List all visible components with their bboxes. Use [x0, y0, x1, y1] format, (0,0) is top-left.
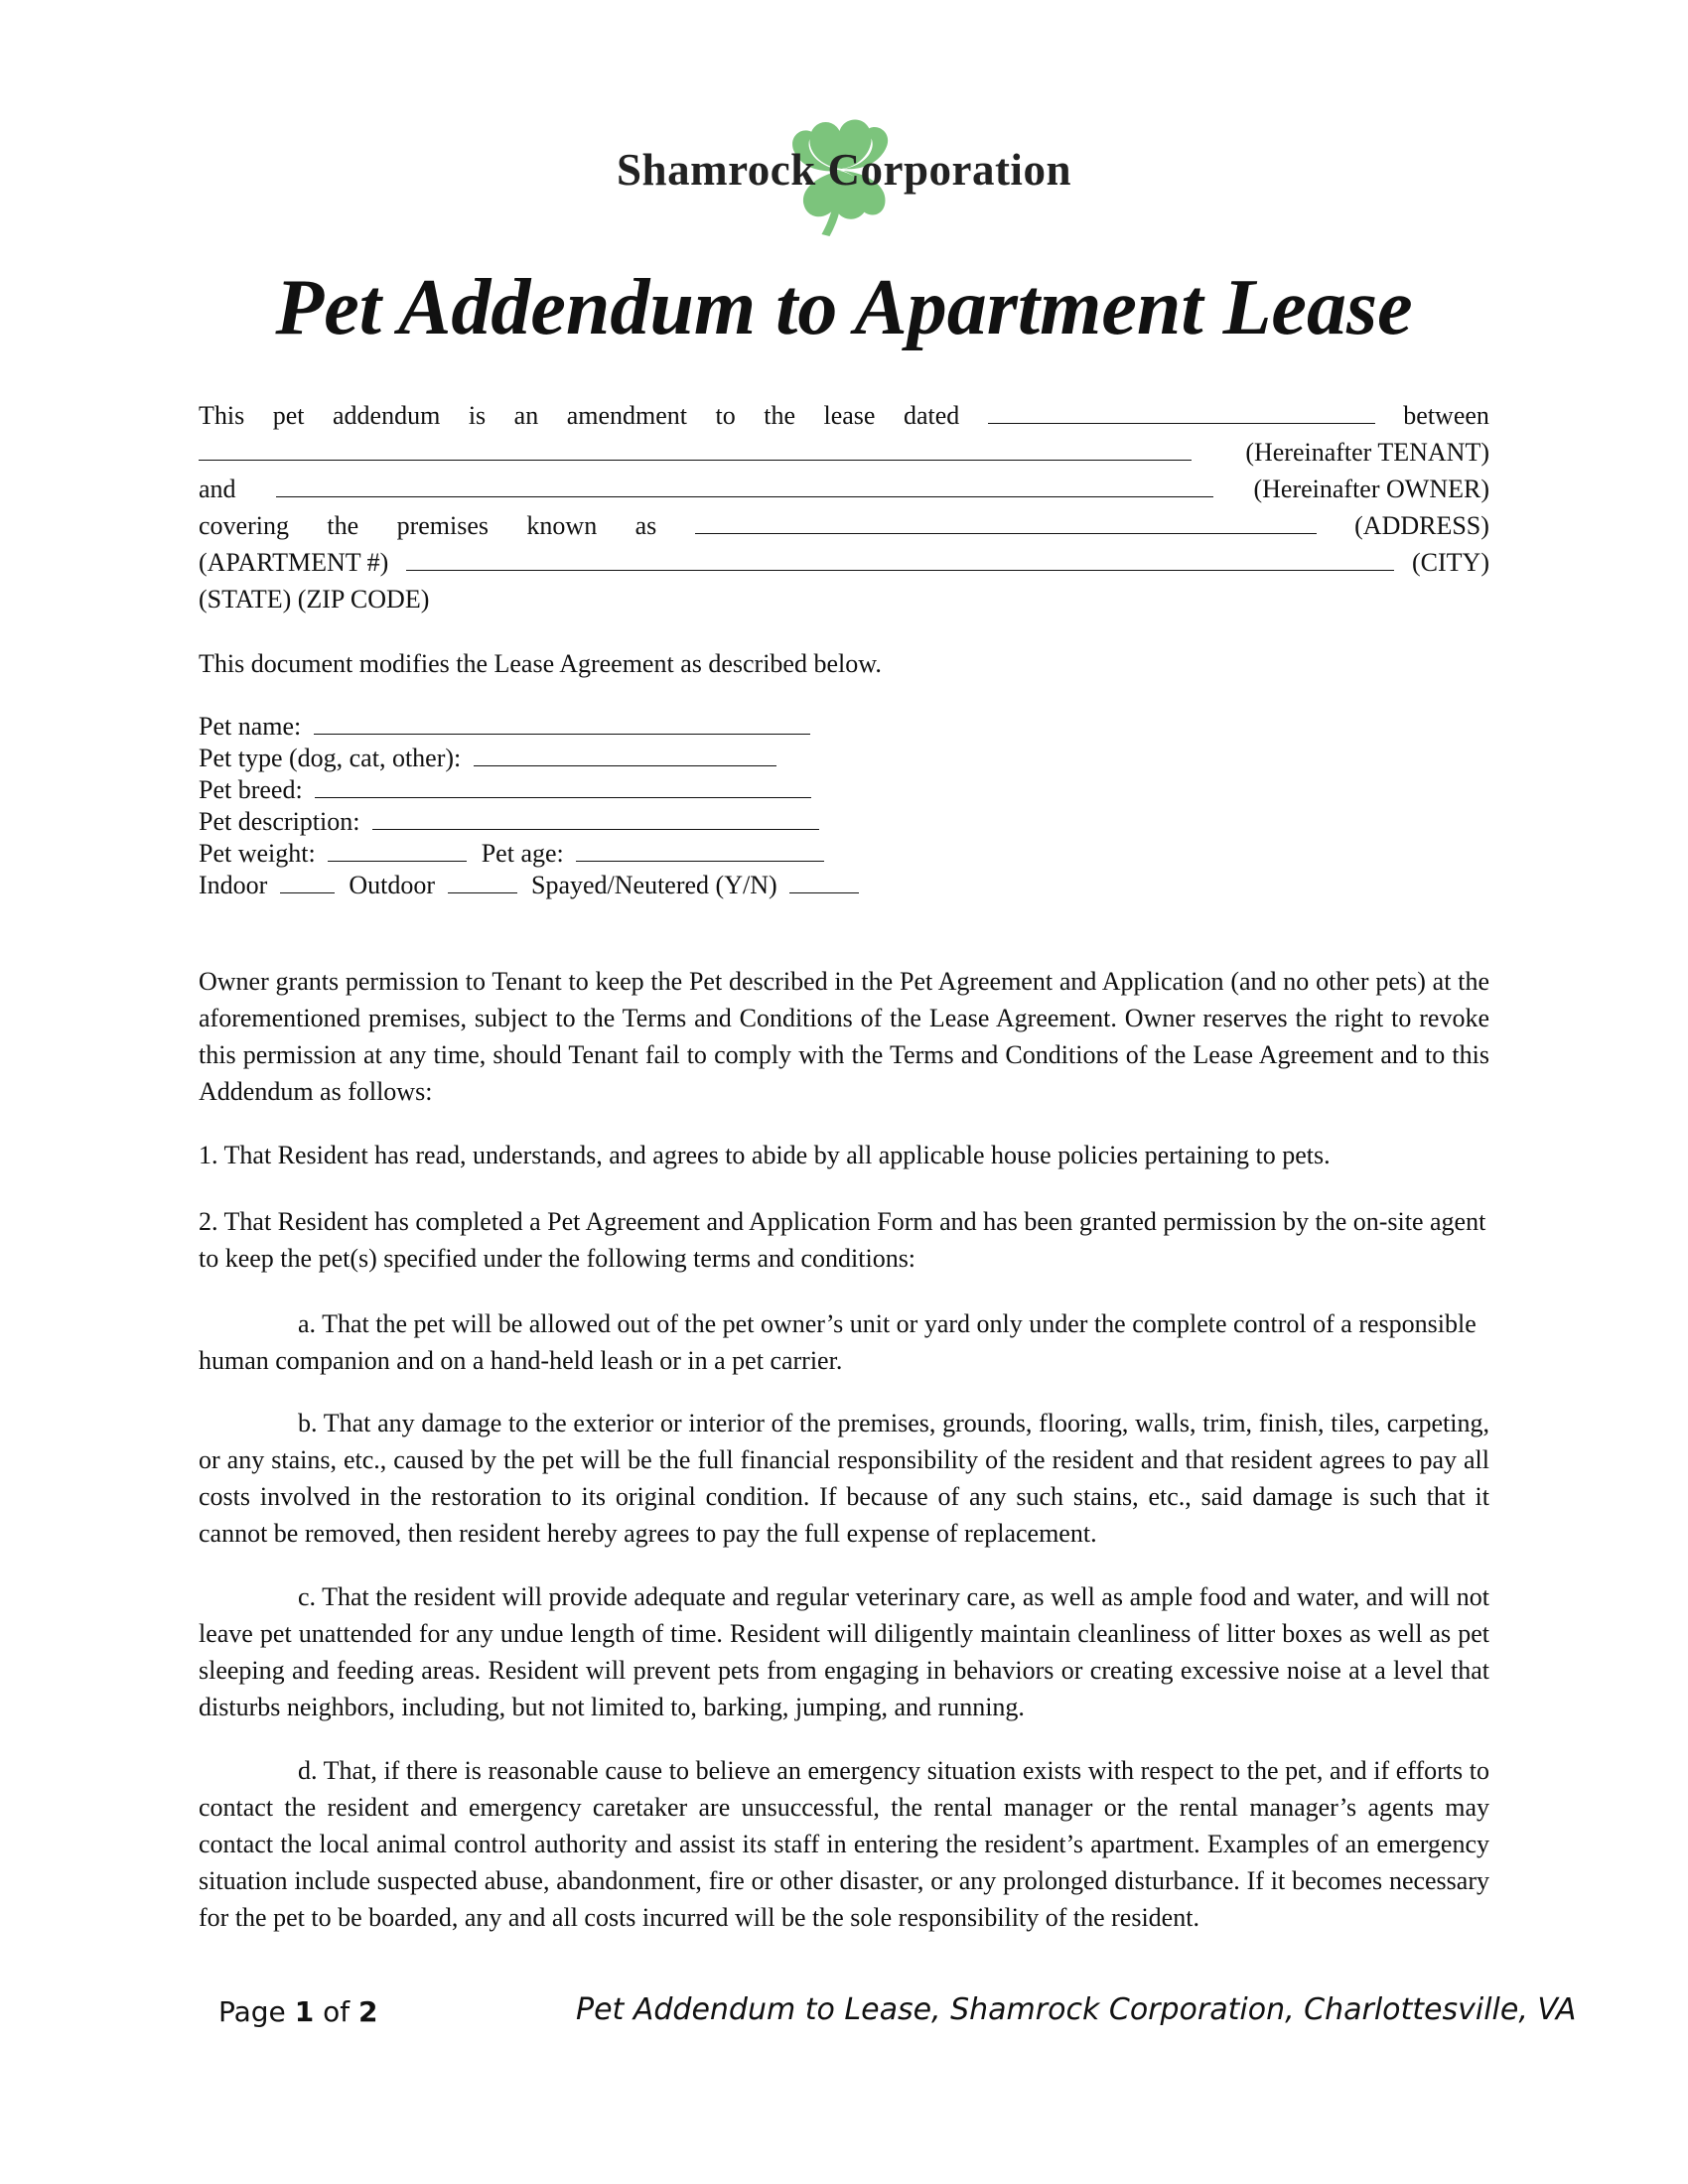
indoor-field[interactable]	[280, 869, 335, 893]
indoor-label: Indoor	[199, 871, 268, 899]
spayed-field[interactable]	[789, 869, 859, 893]
lease-parties-block	[199, 397, 1489, 617]
intro-word: the	[764, 401, 795, 430]
owner-name-field[interactable]	[276, 473, 1213, 497]
pet-weight-label: Pet weight:	[199, 839, 316, 868]
condition-c	[199, 1578, 1489, 1725]
address-field[interactable]	[695, 509, 1317, 534]
footer-title: Pet Addendum to Lease, Shamrock Corporation, Charlottesville, VA	[576, 1992, 1577, 2027]
page-of: of	[323, 1995, 351, 2028]
term-1: 1. That Resident has read, understands, and agrees to abide by all applicable house policies pertaining to pets.	[199, 1141, 1331, 1169]
pet-name-field[interactable]	[314, 710, 810, 735]
pet-description-field[interactable]	[372, 805, 819, 830]
pet-description-row	[199, 805, 1489, 837]
intro-word: to	[715, 401, 736, 430]
intro-word: between	[1403, 401, 1489, 430]
address-label: (ADDRESS)	[1354, 511, 1489, 540]
total-pages: 2	[358, 1995, 378, 2028]
permission-paragraph: Owner grants permission to Tenant to keep the Pet described in the Pet Agreement and Application (and no other pets) at the aforementioned premises, subject to the Terms and Conditions of the Lease Agreement. Owner reserves the right to revoke this permission at any time, should Tenant fail to comply with the Terms and Conditions of the Lease Agreement and to this Addendum as follows:	[199, 967, 1489, 1106]
intro-line-5	[199, 544, 1489, 581]
lease-date-field[interactable]	[988, 399, 1375, 424]
apartment-city-field[interactable]	[406, 546, 1394, 571]
company-logo	[606, 104, 1082, 238]
condition-d	[199, 1752, 1489, 1936]
page-word: Page	[218, 1995, 286, 2028]
pet-description-label: Pet description:	[199, 807, 360, 836]
pet-age-field[interactable]	[576, 837, 824, 862]
intro-line-2	[199, 434, 1489, 471]
intro-word: pet	[272, 401, 305, 430]
intro-word: known	[526, 511, 598, 540]
pet-name-label: Pet name:	[199, 712, 302, 741]
condition-b	[199, 1405, 1489, 1552]
page-number	[218, 1995, 377, 2028]
pet-weight-field[interactable]	[328, 837, 467, 862]
intro-word: as	[634, 511, 657, 540]
condition-a-text: a. That the pet will be allowed out of the pet owner’s unit or yard only under the complete control of a responsible human companion and on a hand-held leash or in a pet carrier.	[199, 1309, 1477, 1375]
intro-line-4	[199, 507, 1489, 544]
modifies-statement: This document modifies the Lease Agreement as described below.	[199, 649, 882, 678]
intro-word: is	[468, 401, 487, 430]
tenant-label: (Hereinafter TENANT)	[1245, 438, 1489, 467]
pet-type-field[interactable]	[474, 742, 776, 766]
term-2: 2. That Resident has completed a Pet Agreement and Application Form and has been granted permission by the on-site agent to keep the pet(s) specified under the following terms and conditions:	[199, 1207, 1486, 1273]
owner-label: (Hereinafter OWNER)	[1253, 475, 1489, 503]
pet-age-label: Pet age:	[481, 839, 564, 868]
intro-word: addendum	[333, 401, 441, 430]
condition-b-text: b. That any damage to the exterior or interior of the premises, grounds, flooring, walls, trim, finish, tiles, carpeting, or any stains, etc., caused by the pet will be the full financial responsibility of the resident and that resident agrees to pay all costs involved in the restoration to its original condition. If because of any such stains, etc., said damage is such that it cannot be removed, then resident hereby agrees to pay the full expense of replacement.	[199, 1409, 1489, 1548]
condition-d-text: d. That, if there is reasonable cause to believe an emergency situation exists with respect to the pet, and if efforts to contact the resident and emergency caretaker are unsuccessful, the rental manager or the rental manager’s agents may contact the local animal control authority and assist its staff in entering the resident’s apartment. Examples of an emergency situation include suspected abuse, abandonment, fire or other disaster, or any prolonged disturbance. If it becomes necessary for the pet to be boarded, any and all costs incurred will be the sole responsibility of the resident.	[199, 1756, 1489, 1932]
pet-info-block	[199, 710, 1489, 900]
intro-word: and	[199, 475, 236, 503]
intro-word: This	[199, 401, 245, 430]
pet-breed-field[interactable]	[315, 773, 811, 798]
intro-line-1	[199, 397, 1489, 434]
apartment-label: (APARTMENT #)	[199, 548, 389, 577]
intro-line-3	[199, 471, 1489, 507]
state-zip-label: (STATE) (ZIP CODE)	[199, 585, 430, 614]
intro-word: the	[327, 511, 359, 540]
pet-breed-label: Pet breed:	[199, 775, 303, 804]
intro-word: premises	[396, 511, 489, 540]
condition-a	[199, 1305, 1489, 1379]
condition-c-text: c. That the resident will provide adequate and regular veterinary care, as well as ample food and water, and will not leave pet unattended for any undue length of time. Resident will diligently maintain cleanliness of litter boxes as well as pet sleeping and feeding areas. Resident will prevent pets from engaging in behaviors or creating excessive noise at a level that disturbs neighbors, including, but not limited to, barking, jumping, and running.	[199, 1582, 1489, 1721]
tenant-name-field[interactable]	[199, 436, 1192, 461]
company-name: Shamrock Corporation	[617, 145, 1071, 195]
intro-word: lease	[823, 401, 876, 430]
pet-type-label: Pet type (dog, cat, other):	[199, 744, 462, 772]
pet-breed-row	[199, 773, 1489, 805]
intro-word: dated	[903, 401, 960, 430]
spayed-label: Spayed/Neutered (Y/N)	[531, 871, 777, 899]
outdoor-label: Outdoor	[349, 871, 435, 899]
pet-housing-row	[199, 869, 1489, 900]
intro-word: covering	[199, 511, 289, 540]
current-page: 1	[294, 1995, 315, 2028]
document-title: Pet Addendum to Apartment Lease	[275, 264, 1413, 351]
city-label: (CITY)	[1412, 548, 1489, 577]
pet-name-row	[199, 710, 1489, 742]
pet-type-row	[199, 742, 1489, 773]
intro-word: an	[513, 401, 539, 430]
outdoor-field[interactable]	[448, 869, 517, 893]
pet-weight-age-row	[199, 837, 1489, 869]
intro-word: amendment	[566, 401, 687, 430]
